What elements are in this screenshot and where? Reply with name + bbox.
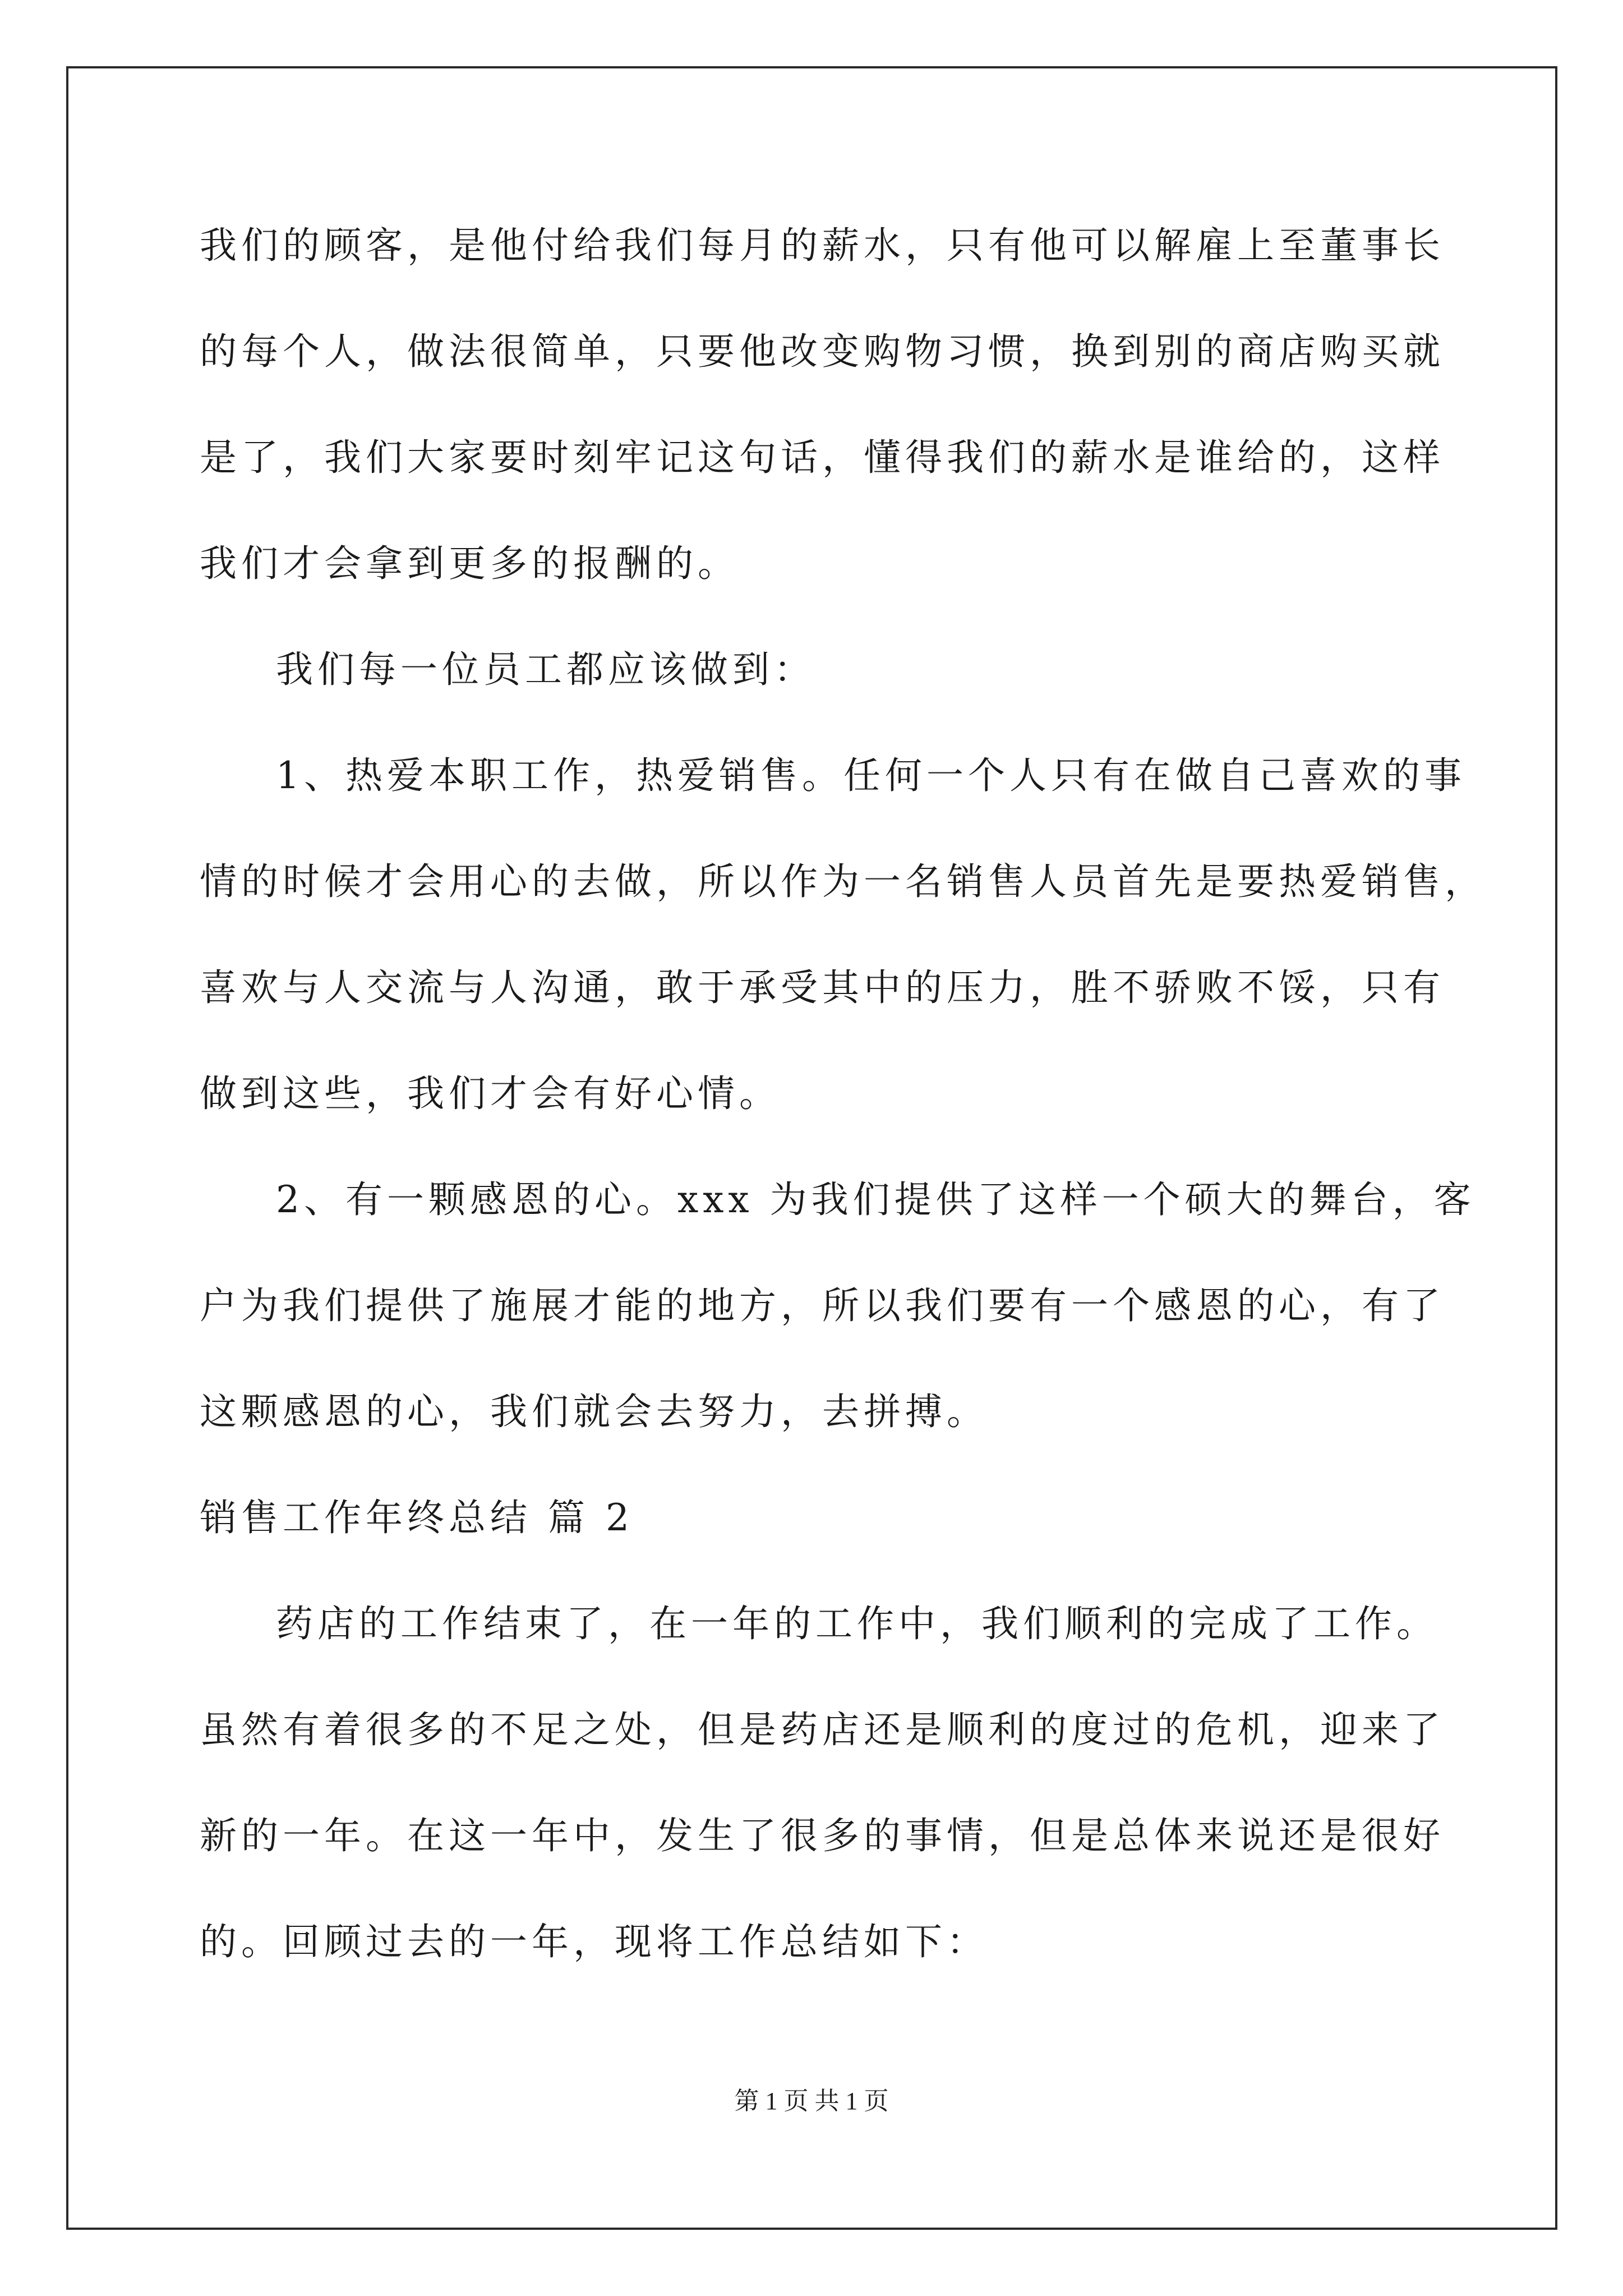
- paragraph-line: 情的时候才会用心的去做，所以作为一名销售人员首先是要热爱销售，: [200, 860, 1486, 903]
- paragraph-line: 的每个人，做法很简单，只要他改变购物习惯，换到别的商店购买就: [200, 330, 1445, 373]
- paragraph-line: 1、热爱本职工作，热爱销售。任何一个人只有在做自己喜欢的事: [276, 754, 1466, 797]
- paragraph-line: 户为我们提供了施展才能的地方，所以我们要有一个感恩的心，有了: [200, 1284, 1445, 1327]
- paragraph-line: 这颗感恩的心，我们就会去努力，去拼搏。: [200, 1390, 988, 1433]
- paragraph-line: 2、有一颗感恩的心。xxx 为我们提供了这样一个硕大的舞台，客: [276, 1178, 1476, 1221]
- paragraph-line: 虽然有着很多的不足之处，但是药店还是顺利的度过的危机，迎来了: [200, 1708, 1445, 1751]
- paragraph-line: 我们每一位员工都应该做到：: [276, 648, 815, 691]
- paragraph-line: 我们才会拿到更多的报酬的。: [200, 542, 739, 585]
- paragraph-line: 喜欢与人交流与人沟通，敢于承受其中的压力，胜不骄败不馁，只有: [200, 966, 1445, 1009]
- paragraph-line: 是了，我们大家要时刻牢记这句话，懂得我们的薪水是谁给的，这样: [200, 436, 1445, 479]
- page-border: [66, 66, 1557, 2230]
- section-heading: 销售工作年终总结 篇 2: [200, 1496, 634, 1539]
- paragraph-line: 药店的工作结束了，在一年的工作中，我们顺利的完成了工作。: [276, 1602, 1438, 1645]
- page-footer: 第 1 页 共 1 页: [734, 2087, 889, 2115]
- paragraph-line: 新的一年。在这一年中，发生了很多的事情，但是总体来说还是很好: [200, 1814, 1445, 1857]
- paragraph-line: 的。回顾过去的一年，现将工作总结如下：: [200, 1920, 988, 1963]
- paragraph-line: 做到这些，我们才会有好心情。: [200, 1072, 781, 1115]
- paragraph-line: 我们的顾客，是他付给我们每月的薪水，只有他可以解雇上至董事长: [200, 224, 1445, 267]
